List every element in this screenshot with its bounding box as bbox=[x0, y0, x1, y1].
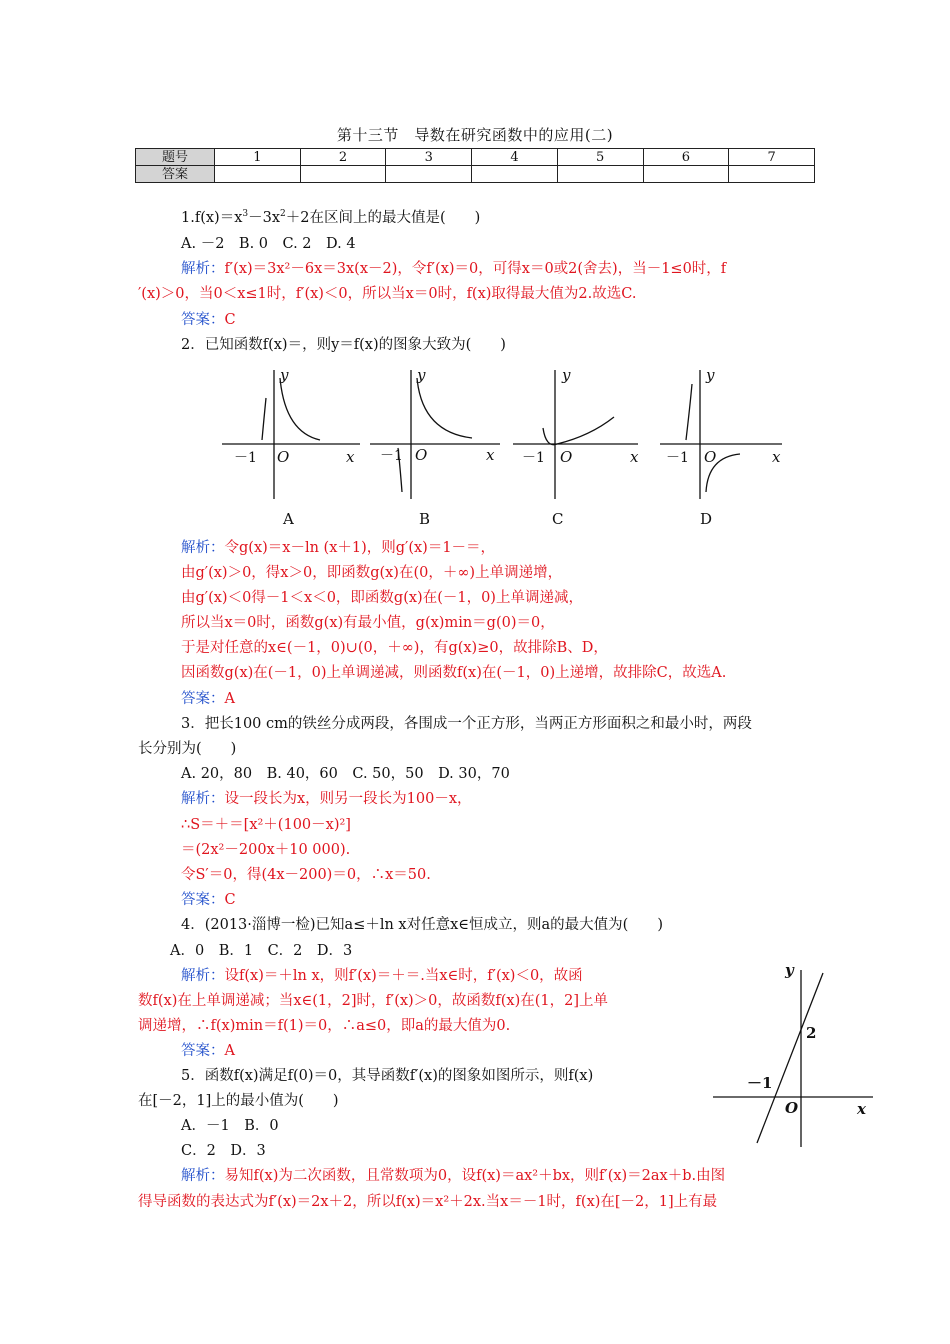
solution-label: 解析： bbox=[181, 791, 225, 807]
q5-options: C．2 D．3 bbox=[181, 1143, 266, 1159]
page-title: 第十三节 导数在研究函数中的应用(二) bbox=[336, 126, 614, 144]
q5-two-label: 2 bbox=[806, 1024, 817, 1042]
q3-answer: 答案：C bbox=[181, 892, 236, 908]
q4-solution-line: 数f(x)在上单调递减；当x∈(1，2]时，f′(x)＞0，故函数f(x)在(1，2]上单 bbox=[138, 993, 609, 1009]
q3-options: A. 20，80 B. 40，60 C. 50，50 D. 30，70 bbox=[181, 766, 510, 782]
q2-solution-line: 由g′(x)＜0得－1＜x＜0，即函数g(x)在(－1，0)上单调递减， bbox=[181, 590, 583, 606]
q5-origin-label: O bbox=[785, 1099, 799, 1117]
answer-label: 答案： bbox=[181, 691, 225, 707]
q5-stem: 在[－2，1]上的最小值为( ) bbox=[138, 1093, 339, 1109]
q1-answer: 答案：C bbox=[181, 312, 236, 328]
graph-d-origin-label: O bbox=[704, 448, 717, 466]
q2-solution-line: 所以当x＝0时，函数g(x)有最小值，g(x)min＝g(0)＝0， bbox=[181, 615, 555, 631]
answer-cell[interactable] bbox=[472, 166, 558, 183]
graph-b-right-branch bbox=[417, 378, 472, 438]
solution-label: 解析： bbox=[181, 261, 225, 277]
graph-b-y-label: y bbox=[417, 366, 426, 384]
q4-solution-line: 解析：设f(x)＝＋ln x，则f′(x)＝＋＝.当x∈时，f′(x)＜0，故函 bbox=[181, 968, 583, 984]
graph-a-y-label: y bbox=[280, 366, 289, 384]
q5-solution-line: 解析：易知f(x)为二次函数，且常数项为0，设f(x)＝ax²＋bx，则f′(x)＝2ax＋b.由图 bbox=[181, 1168, 726, 1184]
graph-c-neg-one-label: －1 bbox=[522, 450, 545, 466]
q5-stem: 5．函数f(x)满足f(0)＝0，其导函数f′(x)的图象如图所示，则f(x) bbox=[181, 1068, 594, 1084]
q2-answer: 答案：A bbox=[181, 691, 235, 707]
answer-table-number: 6 bbox=[643, 149, 729, 166]
q1-options: A. －2 B. 0 C. 2 D. 4 bbox=[181, 236, 356, 252]
graph-d-left-branch bbox=[686, 384, 692, 440]
q2-graph-options bbox=[210, 362, 790, 534]
answer-table-number: 5 bbox=[557, 149, 643, 166]
graph-b-neg-one-label: －1 bbox=[380, 448, 403, 464]
answer-cell[interactable] bbox=[300, 166, 386, 183]
q2-solution-line: 于是对任意的x∈(－1，0)∪(0，＋∞)，有g(x)≥0，故排除B、D， bbox=[181, 640, 608, 656]
q4-solution-line: 调递增，∴f(x)min＝f(1)＝0，∴a≤0，即a的最大值为0. bbox=[138, 1018, 511, 1034]
solution-label: 解析： bbox=[181, 968, 225, 984]
answer-table-number: 2 bbox=[300, 149, 386, 166]
graph-c-x-label: x bbox=[630, 448, 639, 466]
q5-y-label: y bbox=[785, 961, 794, 979]
q1-stem: $1.f(x)=x^3-3x^2+2$在区间上的最大值是( ) bbox=[181, 209, 481, 226]
graph-d-caption: D bbox=[700, 510, 713, 528]
q1-solution-line: 解析：f′(x)＝3x²－6x＝3x(x－2)，令f′(x)＝0，可得x＝0或2(舍去)，当－1≤0时，f bbox=[181, 261, 727, 277]
answer-table-number: 7 bbox=[729, 149, 815, 166]
answer-cell[interactable] bbox=[557, 166, 643, 183]
q3-solution-line: 解析：设一段长为x，则另一段长为100－x， bbox=[181, 791, 472, 807]
graph-b-caption: B bbox=[419, 510, 431, 528]
q2-solution-line: 因函数g(x)在(－1，0)上单调递减，则函数f(x)在(－1，0)上递增，故排除C，故选A. bbox=[181, 665, 727, 681]
solution-label: 解析： bbox=[181, 540, 225, 556]
q5-derivative-graph bbox=[705, 955, 885, 1155]
answer-label: 答案： bbox=[181, 312, 225, 328]
answer-table-number: 1 bbox=[215, 149, 301, 166]
q2-solution-line: 由g′(x)＞0，得x＞0，即函数g(x)在(0，＋∞)上单调递增， bbox=[181, 565, 563, 581]
graph-d-y-label: y bbox=[706, 366, 715, 384]
q3-solution-line: 令S′＝0，得(4x－200)＝0，∴x＝50. bbox=[181, 867, 431, 883]
q3-stem: 3．把长100 cm的铁丝分成两段，各围成一个正方形，当两正方形面积之和最小时，两段 bbox=[181, 716, 752, 732]
solution-label: 解析： bbox=[181, 1168, 225, 1184]
answer-cell[interactable] bbox=[215, 166, 301, 183]
q4-answer: 答案：A bbox=[181, 1043, 235, 1059]
graph-a-x-label: x bbox=[346, 448, 355, 466]
q5-options: A．－1 B．0 bbox=[181, 1118, 279, 1134]
answer-table-answer-row bbox=[136, 166, 815, 183]
q4-options: A．0 B．1 C．2 D．3 bbox=[170, 943, 353, 959]
answer-label: 答案： bbox=[181, 1043, 225, 1059]
q4-stem: 4．(2013·淄博一检)已知a≤＋ln x对任意x∈恒成立，则a的最大值为( ) bbox=[181, 917, 663, 933]
answer-label: 答案： bbox=[181, 892, 225, 908]
graph-d-neg-one-label: －1 bbox=[666, 450, 689, 466]
graph-b-origin-label: O bbox=[415, 446, 428, 464]
answer-table bbox=[135, 148, 815, 183]
q5-derivative-line bbox=[757, 973, 823, 1143]
graph-c-origin-label: O bbox=[560, 448, 573, 466]
graph-a-origin-label: O bbox=[277, 448, 290, 466]
graph-a-left-branch bbox=[262, 398, 266, 440]
q2-solution-line: 解析：令g(x)＝x－ln (x＋1)，则g′(x)＝1－＝， bbox=[181, 540, 496, 556]
graph-b-x-label: x bbox=[486, 446, 495, 464]
answer-table-number-row bbox=[136, 149, 815, 166]
graph-c-curve bbox=[543, 417, 614, 445]
answer-table-number: 4 bbox=[472, 149, 558, 166]
answer-cell[interactable] bbox=[729, 166, 815, 183]
q3-stem: 长分别为( ) bbox=[138, 741, 237, 757]
graph-c-y-label: y bbox=[562, 366, 571, 384]
answer-table-number: 3 bbox=[386, 149, 472, 166]
graph-a-right-branch bbox=[280, 378, 320, 440]
answer-cell[interactable] bbox=[386, 166, 472, 183]
q5-solution-line: 得导函数的表达式为f′(x)＝2x＋2，所以f(x)＝x²＋2x.当x＝－1时，f(x)在[－2，1]上有最 bbox=[138, 1194, 718, 1210]
graph-a-neg-one-label: －1 bbox=[234, 450, 257, 466]
q3-solution-line: ＝(2x²－200x＋10 000). bbox=[181, 842, 351, 858]
graph-a-caption: A bbox=[283, 510, 294, 528]
q1-solution-line: ′(x)＞0，当0＜x≤1时，f′(x)＜0，所以当x＝0时，f(x)取得最大值为2.故选C. bbox=[138, 286, 637, 302]
answer-table-header-number: 题号 bbox=[136, 149, 215, 166]
graph-c-caption: C bbox=[552, 510, 564, 528]
answer-cell[interactable] bbox=[643, 166, 729, 183]
q5-neg-one-label: －1 bbox=[747, 1074, 773, 1092]
q3-solution-line: ∴S＝＋＝[x²＋(100－x)²] bbox=[181, 817, 351, 833]
q5-x-label: x bbox=[857, 1100, 866, 1118]
answer-table-header-answer: 答案 bbox=[136, 166, 215, 183]
q2-stem: 2．已知函数f(x)＝，则y＝f(x)的图象大致为( ) bbox=[181, 337, 506, 353]
graph-d-x-label: x bbox=[772, 448, 781, 466]
